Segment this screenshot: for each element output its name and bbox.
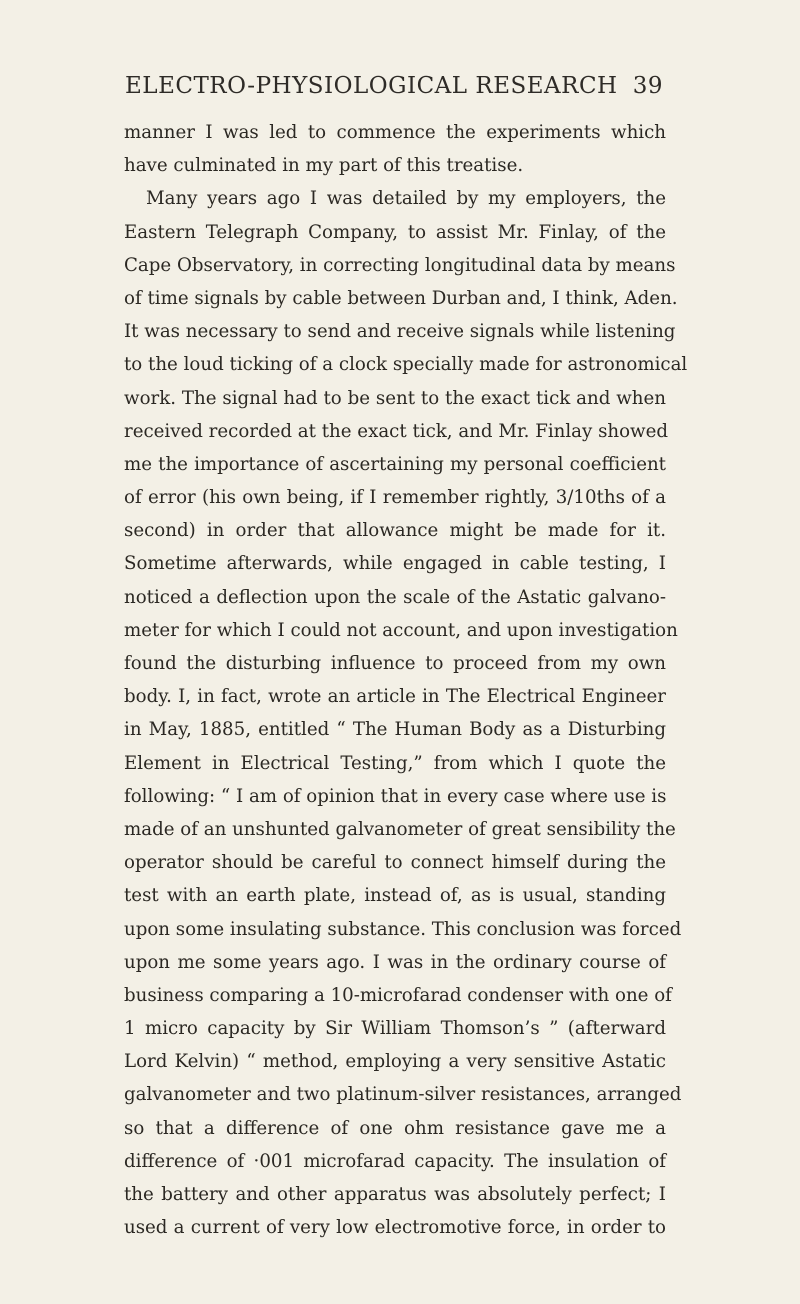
text-line: work. The signal had to be sent to the exact tick and when — [124, 387, 666, 409]
page-number: 39 — [632, 73, 663, 99]
text-line: made of an unshunted galvanometer of great sensibility the — [124, 818, 676, 840]
text-line: second) in order that allowance might be made for it. — [124, 520, 666, 542]
text-line: noticed a deflection upon the scale of the Astatic galvano- — [124, 586, 666, 608]
text-line: galvanometer and two platinum-silver resistances, arranged — [124, 1084, 682, 1106]
text-line: to the loud ticking of a clock specially made for astronomical — [124, 354, 688, 376]
text-line: following: “ I am of opinion that in every case where use is — [124, 785, 667, 807]
text-line: in May, 1885, entitled “ The Human Body as a Disturbing — [124, 719, 666, 741]
text-line: so that a difference of one ohm resistance gave me a — [124, 1117, 666, 1139]
text-line: 1 micro capacity by Sir William Thomson’s ” (afterward — [124, 1018, 666, 1040]
text-line: meter for which I could not account, and upon investigation — [124, 619, 678, 641]
text-line: difference of ·001 microfarad capacity. The insulation of — [124, 1150, 666, 1172]
text-line: business comparing a 10-microfarad condenser with one of — [124, 984, 672, 1006]
text-line: have culminated in my part of this treatise. — [124, 155, 524, 177]
running-title: ELECTRO-PHYSIOLOGICAL RESEARCH — [125, 73, 618, 99]
text-line: used a current of very low electromotive force, in order to — [124, 1217, 666, 1239]
running-head — [125, 66, 663, 106]
body-text — [124, 116, 688, 1244]
text-line: me the importance of ascertaining my personal coefficient — [124, 453, 666, 475]
text-line: Cape Observatory, in correcting longitudinal data by means — [124, 254, 676, 276]
text-line: of error (his own being, if I remember rightly, 3/10ths of a — [124, 487, 666, 509]
text-line: Eastern Telegraph Company, to assist Mr. Finlay, of the — [124, 221, 666, 243]
text-line: Element in Electrical Testing,” from which I quote the — [124, 752, 666, 774]
text-line: upon me some years ago. I was in the ordinary course of — [124, 951, 666, 973]
text-line: upon some insulating substance. This conclusion was forced — [124, 918, 682, 940]
text-line: Lord Kelvin) “ method, employing a very sensitive Astatic — [124, 1051, 666, 1073]
text-line: the battery and other apparatus was absolutely perfect; I — [124, 1184, 666, 1205]
text-line: Sometime afterwards, while engaged in cable testing, I — [124, 553, 666, 575]
text-line: test with an earth plate, instead of, as is usual, standing — [124, 885, 666, 907]
text-line: operator should be careful to connect himself during the — [124, 852, 666, 874]
text-line: received recorded at the exact tick, and Mr. Finlay showed — [124, 420, 669, 442]
text-line: Many years ago I was detailed by my employers, the — [146, 188, 666, 210]
text-line: manner I was led to commence the experiments which — [124, 122, 666, 143]
text-line: body. I, in fact, wrote an article in The Electrical Engineer — [124, 686, 666, 708]
text-line: found the disturbing influence to proceed from my own — [124, 653, 666, 674]
text-line: of time signals by cable between Durban and, I think, Aden. — [124, 287, 678, 309]
text-line: It was necessary to send and receive signals while listening — [124, 321, 676, 343]
